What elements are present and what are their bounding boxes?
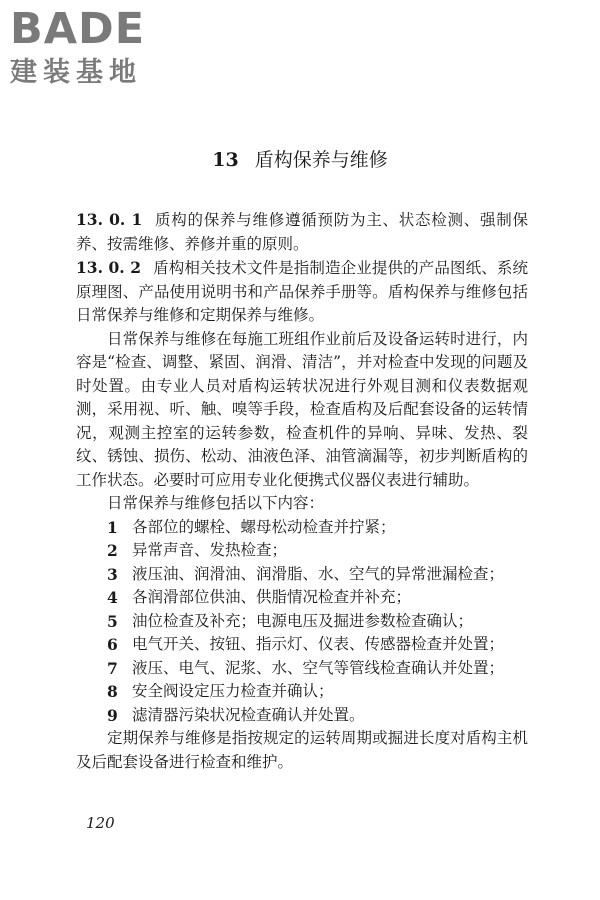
daily-maintenance-paragraph: 日常保养与维修在每施工班组作业前后及设备运转时进行，内容是“检查、调整、紧固、润滑、清洁”，并对检查中发现的问题及时处置。由专业人员对盾构运转状况进行外观目测和仪表数据观测，采用视、听、触、嗅等手段，检查盾构及后配套设备的运转情况，观测主控室的运转参数，检查机件的异响、异味、发热、裂纹、锈蚀、损伤、松动、油液色泽、油管滴漏等，初步判断盾构的工作状态。必要时可应用专业化便携式仪器仪表进行辅助。: [76, 329, 528, 489]
clause-13-0-1: [76, 208, 528, 256]
list-item-number: 4: [107, 588, 118, 607]
daily-items-list: [76, 516, 528, 728]
list-item-number: 6: [107, 635, 118, 654]
list-item-text: 异常声音、发热检查；: [132, 541, 288, 559]
publisher-logo: [10, 6, 180, 90]
list-item-number: 2: [107, 541, 118, 560]
list-item: [76, 657, 528, 681]
list-item: [76, 516, 528, 540]
clause-text: 质构的保养与维修遵循预防为主、状态检测、强制保养、按需维修、养修并重的原则。: [76, 211, 528, 253]
periodic-maintenance-paragraph: 定期保养与维修是指按规定的运转周期或掘进长度对盾构主机及后配套设备进行检查和维护。: [76, 729, 528, 771]
list-item-text: 液压、电气、泥浆、水、空气等管线检查确认并处置；: [132, 658, 505, 677]
list-item: [76, 704, 528, 728]
list-item-number: 9: [107, 705, 118, 725]
clause-13-0-2: [76, 256, 528, 328]
list-item-number: 1: [107, 517, 118, 537]
page-number: 120: [86, 814, 115, 832]
list-item: [76, 563, 528, 587]
list-item-text: 油位检查及补充；电源电压及掘进参数检查确认；: [132, 611, 474, 630]
logo-wordmark: BADE: [10, 4, 146, 54]
list-item: [76, 586, 528, 610]
chapter-heading: [0, 148, 600, 172]
list-item-text: 各部位的螺栓、螺母松动检查并拧紧；: [132, 517, 396, 536]
clause-number: 13. 0. 1: [76, 210, 143, 229]
list-item-number: 7: [107, 658, 118, 678]
chapter-title: 盾构保养与维修: [254, 149, 388, 171]
list-item: [76, 539, 528, 563]
list-item-text: 各润滑部位供油、供脂情况检查并补充；: [132, 588, 412, 606]
page-body: [76, 208, 528, 774]
list-item: [76, 610, 528, 634]
list-intro: 日常保养与维修包括以下内容：: [107, 494, 325, 512]
logo-chinese-name: 建装基地: [10, 57, 142, 88]
list-item: [76, 633, 528, 657]
list-item-text: 滤清器污染状况检查确认并处置。: [132, 705, 365, 724]
clause-text: 盾构相关技术文件是指制造企业提供的产品图纸、系统原理图、产品使用说明书和产品保养手册等。盾构保养与维修包括日常保养与维修和定期保养与维修。: [76, 259, 528, 324]
list-item-number: 3: [107, 564, 118, 584]
clause-number: 13. 0. 2: [76, 258, 141, 277]
list-item: [76, 680, 528, 704]
list-item-number: 5: [107, 611, 118, 631]
chapter-number: 13: [212, 149, 239, 171]
list-item-text: 安全阀设定压力检查并确认；: [132, 682, 334, 700]
list-item-text: 电气开关、按钮、指示灯、仪表、传感器检查并处置；: [132, 635, 505, 653]
list-item-number: 8: [107, 682, 118, 701]
list-item-text: 液压油、润滑油、润滑脂、水、空气的异常泄漏检查；: [132, 564, 505, 583]
